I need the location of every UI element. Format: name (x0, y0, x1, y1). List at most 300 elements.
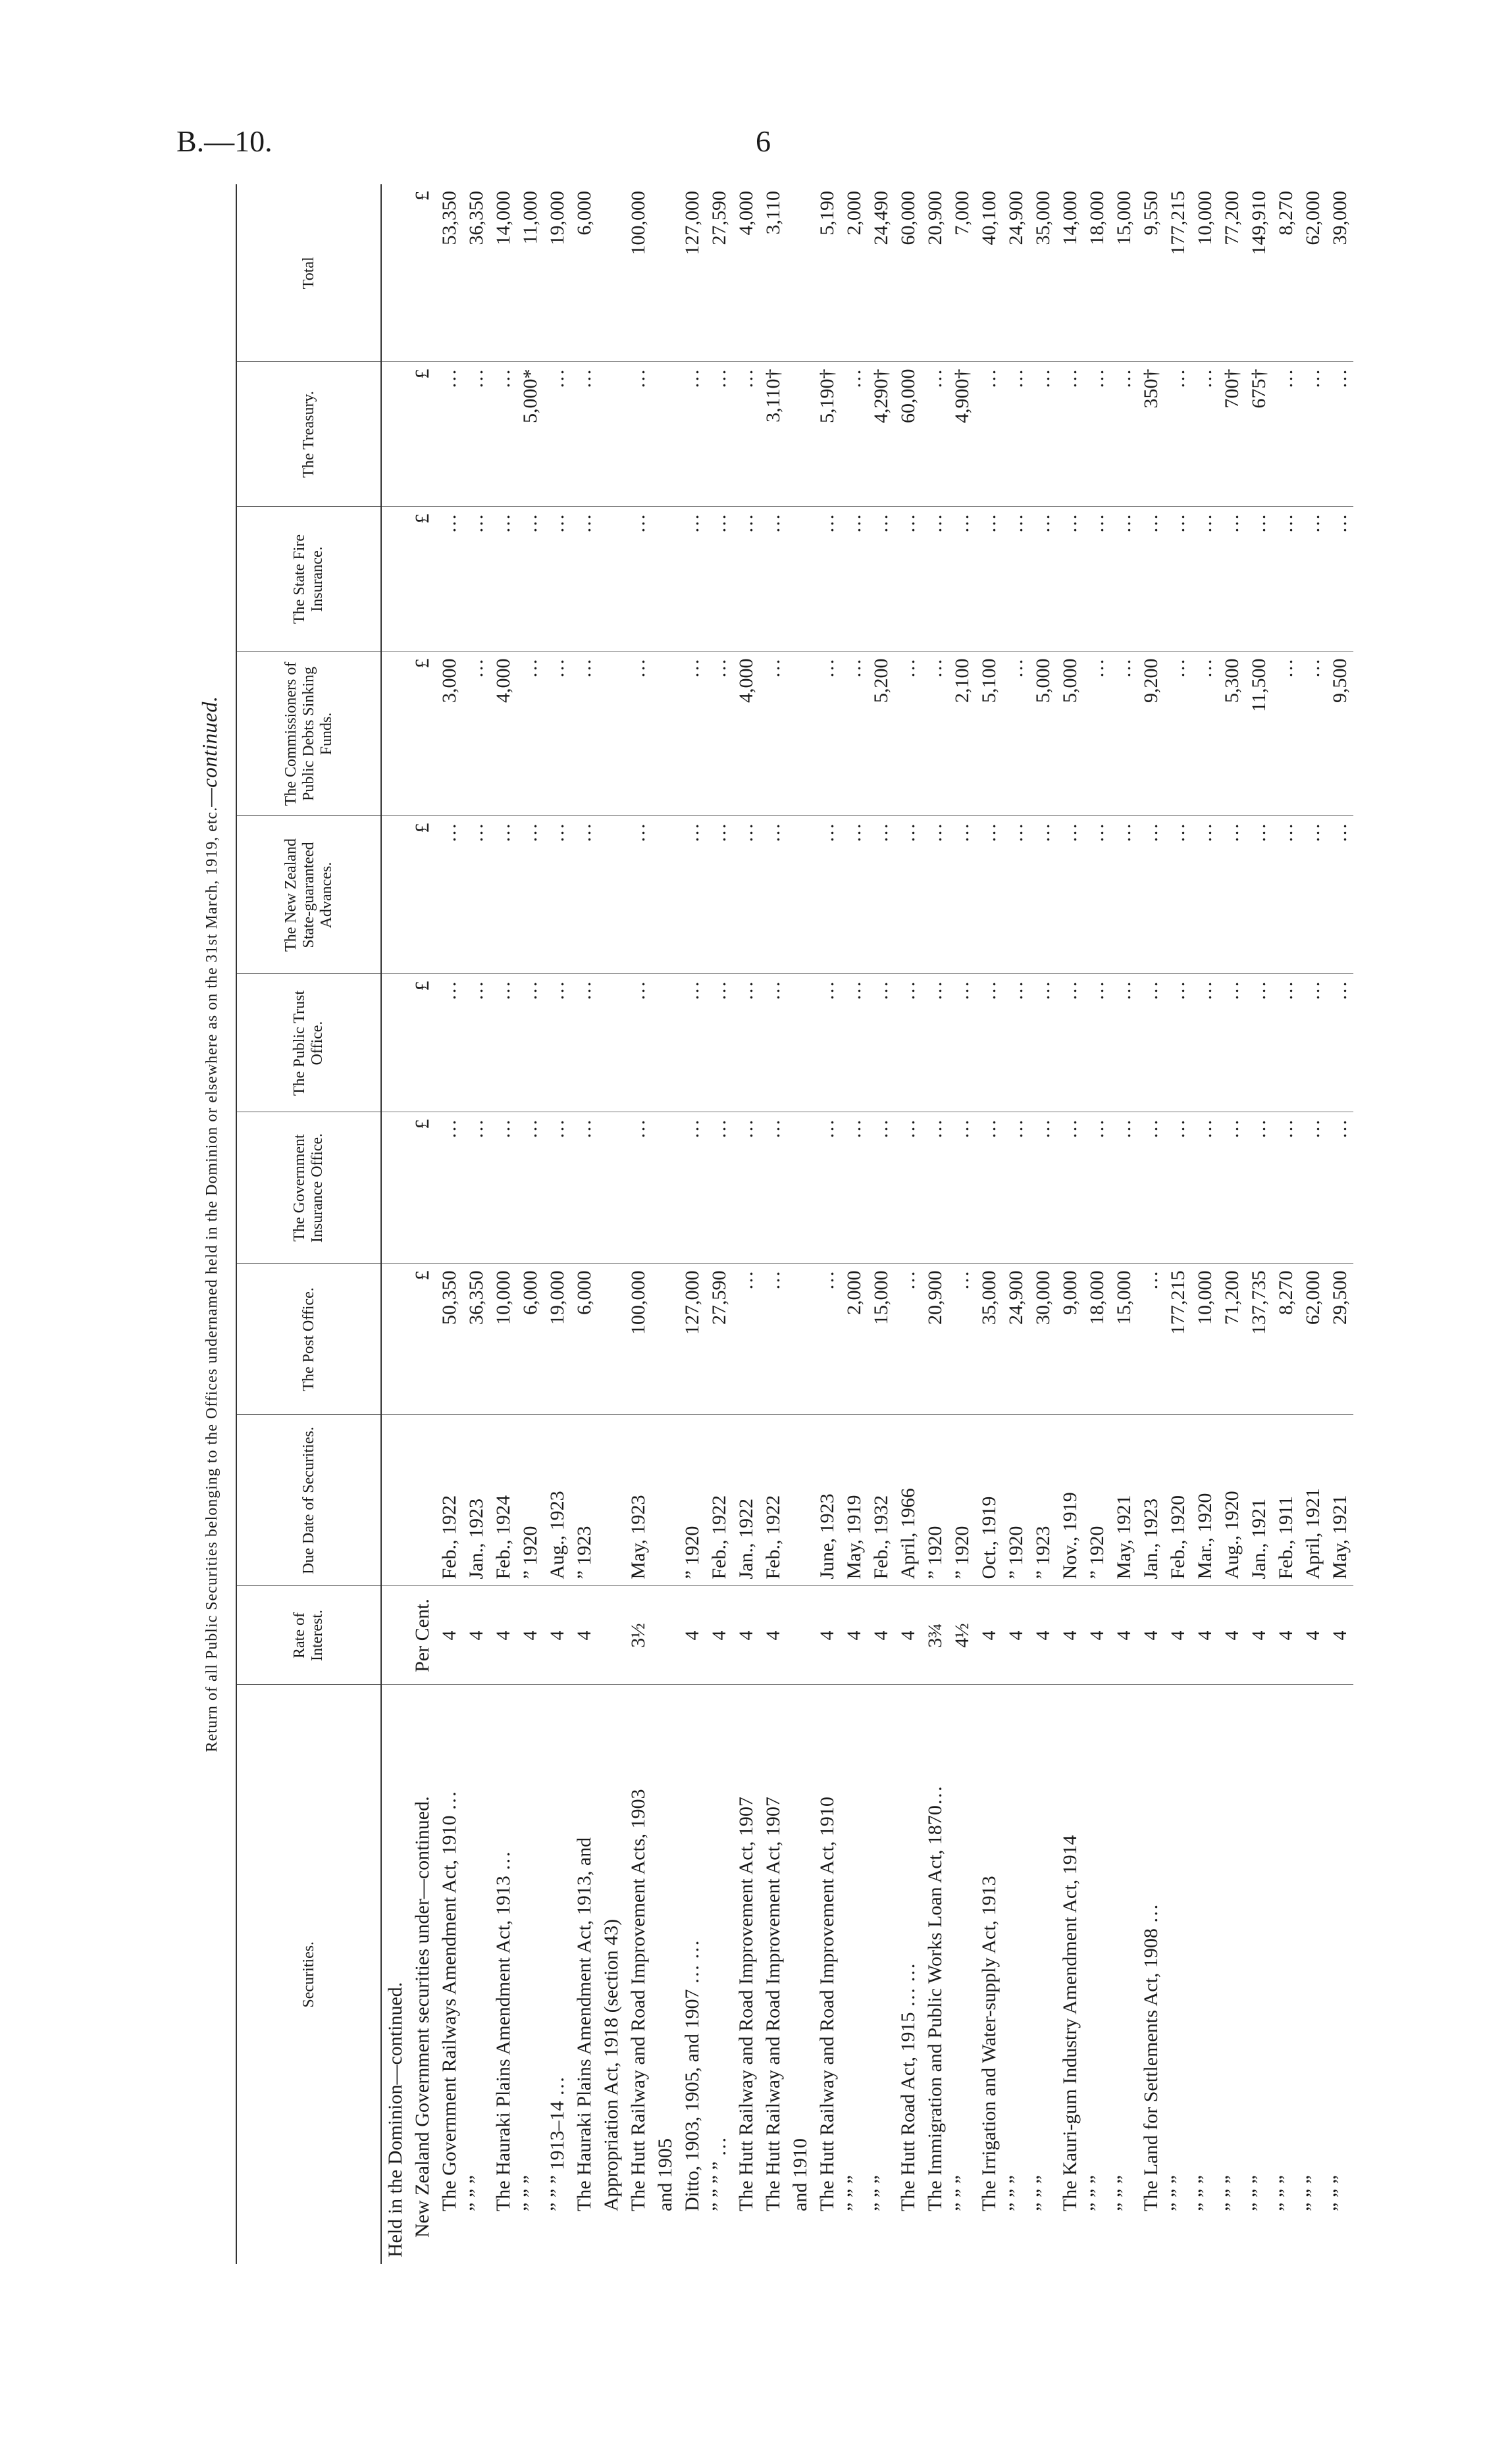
state-guaranteed-cell: … (1272, 816, 1299, 974)
sinking-funds-cell: 3,000 (436, 652, 463, 816)
post-office-cell: 100,000 (625, 1264, 652, 1415)
govt-insurance-cell: £ (409, 1112, 436, 1264)
table-row (1164, 184, 1191, 2264)
post-office-cell: 20,900 (922, 1264, 949, 1415)
total-cell: 5,190 (814, 184, 841, 362)
table-row (922, 184, 949, 2264)
col-state-guaranteed: The New Zealand State-guaranteed Advances. (236, 816, 381, 974)
treasury-cell: … (544, 362, 571, 507)
total-cell: 27,590 (706, 184, 733, 362)
total-cell: 19,000 (544, 184, 571, 362)
sinking-funds-cell: … (1299, 652, 1326, 816)
treasury-cell: £ (409, 362, 436, 507)
public-trust-cell: … (1164, 974, 1191, 1112)
post-office-cell: 177,215 (1164, 1264, 1191, 1415)
due-date-cell: Jan., 1922 (733, 1415, 760, 1586)
total-cell: 4,000 (733, 184, 760, 362)
public-trust-cell (381, 974, 409, 1112)
state-guaranteed-cell: … (625, 816, 652, 974)
sinking-funds-cell: 4,000 (733, 652, 760, 816)
sinking-funds-cell (381, 652, 409, 816)
table-row (490, 184, 517, 2264)
state-guaranteed-cell: … (679, 816, 706, 974)
total-cell: 2,000 (841, 184, 868, 362)
due-date-cell: May, 1921 (1110, 1415, 1137, 1586)
state-fire-cell (787, 507, 814, 652)
total-cell: 11,000 (517, 184, 544, 362)
rate-cell: 4 (1083, 1586, 1110, 1685)
state-fire-cell: … (868, 507, 895, 652)
state-fire-cell: … (1326, 507, 1353, 652)
govt-insurance-cell: … (1191, 1112, 1218, 1264)
due-date-cell: Oct., 1919 (976, 1415, 1003, 1586)
sinking-funds-cell: … (814, 652, 841, 816)
rate-cell: 4 (868, 1586, 895, 1685)
table-row (679, 184, 706, 2264)
public-trust-cell: … (544, 974, 571, 1112)
rate-cell: 4 (1137, 1586, 1164, 1685)
govt-insurance-cell: … (1245, 1112, 1272, 1264)
public-trust-cell: … (436, 974, 463, 1112)
table-row (1299, 184, 1326, 2264)
treasury-cell: 60,000 (895, 362, 922, 507)
due-date-cell (598, 1415, 625, 1586)
sinking-funds-cell: … (1164, 652, 1191, 816)
treasury-cell: … (436, 362, 463, 507)
due-date-cell: Feb., 1922 (706, 1415, 733, 1586)
state-fire-cell: … (490, 507, 517, 652)
total-cell: 53,350 (436, 184, 463, 362)
sinking-funds-cell: … (1083, 652, 1110, 816)
govt-insurance-cell: … (922, 1112, 949, 1264)
state-guaranteed-cell: … (1191, 816, 1218, 974)
rate-cell: 4 (1029, 1586, 1056, 1685)
public-trust-cell: … (1110, 974, 1137, 1112)
govt-insurance-cell: … (571, 1112, 598, 1264)
state-fire-cell: … (1110, 507, 1137, 652)
public-trust-cell: … (895, 974, 922, 1112)
due-date-cell: ” 1923 (1029, 1415, 1056, 1586)
post-office-cell: 8,270 (1272, 1264, 1299, 1415)
state-guaranteed-cell: … (1110, 816, 1137, 974)
rate-cell: 4 (1110, 1586, 1137, 1685)
treasury-cell: … (1029, 362, 1056, 507)
due-date-cell: June, 1923 (814, 1415, 841, 1586)
table-row (1218, 184, 1245, 2264)
due-date-cell: Jan., 1921 (1245, 1415, 1272, 1586)
state-guaranteed-cell: … (436, 816, 463, 974)
sinking-funds-cell: … (1191, 652, 1218, 816)
rate-cell: 3¾ (922, 1586, 949, 1685)
treasury-cell: … (706, 362, 733, 507)
govt-insurance-cell: … (949, 1112, 976, 1264)
due-date-cell: Aug., 1923 (544, 1415, 571, 1586)
state-guaranteed-cell: … (463, 816, 490, 974)
govt-insurance-cell: … (841, 1112, 868, 1264)
securities-cell: The Hauraki Plains Amendment Act, 1913, and (573, 1837, 595, 2211)
total-cell: 14,000 (1056, 184, 1083, 362)
securities-cell: ” ” ” ” … (708, 2136, 730, 2211)
public-trust-cell: … (706, 974, 733, 1112)
header-row (236, 184, 381, 2264)
treasury-cell: … (1272, 362, 1299, 507)
govt-insurance-cell: … (679, 1112, 706, 1264)
public-trust-cell: … (1245, 974, 1272, 1112)
treasury-cell: 4,900† (949, 362, 976, 507)
total-cell: 15,000 (1110, 184, 1137, 362)
total-cell: 7,000 (949, 184, 976, 362)
state-guaranteed-cell: … (1218, 816, 1245, 974)
state-fire-cell: … (733, 507, 760, 652)
total-cell: 6,000 (571, 184, 598, 362)
state-guaranteed-cell: … (841, 816, 868, 974)
public-trust-cell: … (922, 974, 949, 1112)
public-trust-cell: … (733, 974, 760, 1112)
govt-insurance-cell: … (1218, 1112, 1245, 1264)
treasury-cell: … (922, 362, 949, 507)
state-fire-cell (598, 507, 625, 652)
public-trust-cell (652, 974, 679, 1112)
public-trust-cell: … (1083, 974, 1110, 1112)
sinking-funds-cell: £ (409, 652, 436, 816)
treasury-cell: … (490, 362, 517, 507)
due-date-cell: Feb., 1920 (1164, 1415, 1191, 1586)
state-fire-cell: … (1245, 507, 1272, 652)
table-row (1326, 184, 1353, 2264)
govt-insurance-cell (598, 1112, 625, 1264)
public-trust-cell: … (463, 974, 490, 1112)
col-public-trust: The Public Trust Office. (236, 974, 381, 1112)
post-office-cell (381, 1264, 409, 1415)
post-office-cell: 24,900 (1003, 1264, 1029, 1415)
state-fire-cell: … (706, 507, 733, 652)
treasury-cell: … (1191, 362, 1218, 507)
public-trust-cell: … (679, 974, 706, 1112)
securities-cell: The Hutt Road Act, 1915 … … (897, 1963, 919, 2211)
total-cell: 35,000 (1029, 184, 1056, 362)
treasury-cell: … (679, 362, 706, 507)
post-office-cell: … (814, 1264, 841, 1415)
govt-insurance-cell: … (1029, 1112, 1056, 1264)
table-row (598, 184, 625, 2264)
table-row (868, 184, 895, 2264)
securities-cell: ” ” ” 1913–14 … (546, 2076, 568, 2211)
rate-cell: 4 (490, 1586, 517, 1685)
table-row (976, 184, 1003, 2264)
treasury-cell: … (463, 362, 490, 507)
state-guaranteed-cell: … (814, 816, 841, 974)
state-guaranteed-cell: … (760, 816, 787, 974)
total-cell: 14,000 (490, 184, 517, 362)
securities-cell: ” ” ” (1221, 2175, 1243, 2211)
state-fire-cell: … (1299, 507, 1326, 652)
state-fire-cell: … (1029, 507, 1056, 652)
sinking-funds-cell: … (1110, 652, 1137, 816)
sinking-funds-cell: … (1272, 652, 1299, 816)
public-trust-cell: … (571, 974, 598, 1112)
table-row (1272, 184, 1299, 2264)
treasury-cell (652, 362, 679, 507)
securities-cell: The Immigration and Public Works Loan Act, 1870… (924, 1785, 946, 2211)
securities-cell: and 1905 (654, 2138, 676, 2211)
securities-cell: ” ” ” (843, 2175, 865, 2211)
state-fire-cell: … (976, 507, 1003, 652)
rate-cell (787, 1586, 814, 1685)
sinking-funds-cell: … (463, 652, 490, 816)
public-trust-cell: … (517, 974, 544, 1112)
securities-cell: New Zealand Government securities under—continued. (411, 1796, 433, 2238)
treasury-cell: 700† (1218, 362, 1245, 507)
treasury-cell: … (1299, 362, 1326, 507)
state-guaranteed-cell: … (544, 816, 571, 974)
state-guaranteed-cell: … (1137, 816, 1164, 974)
post-office-cell: … (949, 1264, 976, 1415)
sinking-funds-cell: … (517, 652, 544, 816)
post-office-cell: 6,000 (571, 1264, 598, 1415)
post-office-cell: 30,000 (1029, 1264, 1056, 1415)
col-treasury: The Treasury. (236, 362, 381, 507)
state-guaranteed-cell: … (490, 816, 517, 974)
govt-insurance-cell: … (868, 1112, 895, 1264)
post-office-cell (652, 1264, 679, 1415)
post-office-cell: 19,000 (544, 1264, 571, 1415)
sinking-funds-cell: … (841, 652, 868, 816)
sinking-funds-cell: 5,000 (1029, 652, 1056, 816)
treasury-cell: … (625, 362, 652, 507)
rate-cell: 4 (436, 1586, 463, 1685)
due-date-cell (381, 1415, 409, 1586)
sinking-funds-cell: … (1003, 652, 1029, 816)
post-office-cell: 27,590 (706, 1264, 733, 1415)
due-date-cell: Mar., 1920 (1191, 1415, 1218, 1586)
public-trust-cell: … (1029, 974, 1056, 1112)
treasury-cell: 350† (1137, 362, 1164, 507)
govt-insurance-cell: … (1326, 1112, 1353, 1264)
table-row (841, 184, 868, 2264)
securities-cell: ” ” ” (1032, 2175, 1054, 2211)
total-cell: 60,000 (895, 184, 922, 362)
securities-cell: ” ” ” (1275, 2175, 1297, 2211)
treasury-cell: … (841, 362, 868, 507)
rate-cell: 4½ (949, 1586, 976, 1685)
sinking-funds-cell: 5,100 (976, 652, 1003, 816)
public-trust-cell: … (1326, 974, 1353, 1112)
title-lead: Return of all Public Securities belonging to the Offices undernamed held in the Dominion or elsewhere as on the 31st March, 1919, etc. (203, 806, 221, 1753)
sinking-funds-cell: … (679, 652, 706, 816)
total-cell: 40,100 (976, 184, 1003, 362)
rate-cell: 4 (1272, 1586, 1299, 1685)
securities-cell: ” ” ” (1113, 2175, 1135, 2211)
state-guaranteed-cell: … (1299, 816, 1326, 974)
public-trust-cell (598, 974, 625, 1112)
due-date-cell: April, 1921 (1299, 1415, 1326, 1586)
state-fire-cell: … (1083, 507, 1110, 652)
due-date-cell: May, 1921 (1326, 1415, 1353, 1586)
rate-cell: 4 (1299, 1586, 1326, 1685)
sinking-funds-cell: 11,500 (1245, 652, 1272, 816)
govt-insurance-cell: … (733, 1112, 760, 1264)
due-date-cell: Feb., 1922 (436, 1415, 463, 1586)
table-row (625, 184, 652, 2264)
govt-insurance-cell: … (544, 1112, 571, 1264)
post-office-cell: £ (409, 1264, 436, 1415)
state-guaranteed-cell: … (1056, 816, 1083, 974)
due-date-cell (409, 1415, 436, 1586)
total-cell (598, 184, 625, 362)
post-office-cell: 18,000 (1083, 1264, 1110, 1415)
state-fire-cell: … (1056, 507, 1083, 652)
state-guaranteed-cell: … (706, 816, 733, 974)
state-guaranteed-cell: … (1003, 816, 1029, 974)
securities-cell: ” ” ” (1086, 2175, 1108, 2211)
table-row (1056, 184, 1083, 2264)
rate-cell: 4 (733, 1586, 760, 1685)
sinking-funds-cell: 9,500 (1326, 652, 1353, 816)
table-row (544, 184, 571, 2264)
sinking-funds-cell: … (571, 652, 598, 816)
due-date-cell: Feb., 1924 (490, 1415, 517, 1586)
securities-cell: Appropriation Act, 1918 (section 43) (600, 1918, 622, 2211)
treasury-cell: … (1056, 362, 1083, 507)
col-state-fire: The State Fire Insurance. (236, 507, 381, 652)
govt-insurance-cell: … (1110, 1112, 1137, 1264)
public-trust-cell: … (949, 974, 976, 1112)
public-trust-cell: … (1003, 974, 1029, 1112)
due-date-cell (652, 1415, 679, 1586)
rate-cell (652, 1586, 679, 1685)
table-row (733, 184, 760, 2264)
securities-cell: ” ” ” (1194, 2175, 1216, 2211)
state-fire-cell: … (1003, 507, 1029, 652)
table-row (895, 184, 922, 2264)
col-government-insurance: The Government Insurance Office. (236, 1112, 381, 1264)
govt-insurance-cell: … (814, 1112, 841, 1264)
sinking-funds-cell: 5,200 (868, 652, 895, 816)
post-office-cell: … (1137, 1264, 1164, 1415)
rate-cell: 4 (1191, 1586, 1218, 1685)
treasury-cell: 675† (1245, 362, 1272, 507)
treasury-cell: … (1326, 362, 1353, 507)
treasury-cell: … (1003, 362, 1029, 507)
post-office-cell: 50,350 (436, 1264, 463, 1415)
govt-insurance-cell: … (1164, 1112, 1191, 1264)
treasury-cell: … (976, 362, 1003, 507)
sinking-funds-cell: … (625, 652, 652, 816)
state-guaranteed-cell: … (922, 816, 949, 974)
table-row (949, 184, 976, 2264)
post-office-cell (598, 1264, 625, 1415)
state-guaranteed-cell: … (895, 816, 922, 974)
total-cell: 77,200 (1218, 184, 1245, 362)
table-row (1191, 184, 1218, 2264)
securities-cell: and 1910 (789, 2138, 811, 2211)
state-guaranteed-cell: … (571, 816, 598, 974)
due-date-cell: ” 1920 (679, 1415, 706, 1586)
rate-cell: 4 (463, 1586, 490, 1685)
state-fire-cell: … (1272, 507, 1299, 652)
total-cell (381, 184, 409, 362)
public-trust-cell: … (814, 974, 841, 1112)
due-date-cell: Aug., 1920 (1218, 1415, 1245, 1586)
total-cell: 24,900 (1003, 184, 1029, 362)
page-ref: B.—10. (176, 124, 273, 158)
securities-cell: ” ” ” (1167, 2175, 1189, 2211)
post-office-cell: 36,350 (463, 1264, 490, 1415)
treasury-cell: 5,190† (814, 362, 841, 507)
govt-insurance-cell: … (1056, 1112, 1083, 1264)
post-office-cell (787, 1264, 814, 1415)
due-date-cell: ” 1920 (1003, 1415, 1029, 1586)
state-guaranteed-cell: … (733, 816, 760, 974)
state-fire-cell: … (1191, 507, 1218, 652)
table-row (409, 184, 436, 2264)
due-date-cell: April, 1966 (895, 1415, 922, 1586)
sinking-funds-cell (787, 652, 814, 816)
rate-cell: 4 (571, 1586, 598, 1685)
post-office-cell: 35,000 (976, 1264, 1003, 1415)
table-row (517, 184, 544, 2264)
table-row (1083, 184, 1110, 2264)
state-guaranteed-cell: … (1326, 816, 1353, 974)
post-office-cell: 29,500 (1326, 1264, 1353, 1415)
table-row (787, 184, 814, 2264)
state-fire-cell: … (679, 507, 706, 652)
table-title (197, 184, 222, 2264)
col-sinking-funds: The Commissioners of Public Debts Sinking Funds. (236, 652, 381, 816)
securities-cell: The Hutt Railway and Road Improvement Acts, 1903 (627, 1789, 649, 2211)
public-trust-cell: … (760, 974, 787, 1112)
rate-cell: 4 (814, 1586, 841, 1685)
rate-cell: 4 (1326, 1586, 1353, 1685)
public-trust-cell: … (868, 974, 895, 1112)
post-office-cell: 15,000 (1110, 1264, 1137, 1415)
total-cell: 127,000 (679, 184, 706, 362)
rate-cell: 4 (1245, 1586, 1272, 1685)
total-cell: £ (409, 184, 436, 362)
securities-cell: ” ” ” (1248, 2175, 1270, 2211)
treasury-cell: … (1083, 362, 1110, 507)
post-office-cell: 127,000 (679, 1264, 706, 1415)
total-cell: 177,215 (1164, 184, 1191, 362)
public-trust-cell: … (1272, 974, 1299, 1112)
treasury-cell: … (1110, 362, 1137, 507)
total-cell: 9,550 (1137, 184, 1164, 362)
rate-cell (598, 1586, 625, 1685)
govt-insurance-cell (652, 1112, 679, 1264)
state-fire-cell (381, 507, 409, 652)
securities-cell: The Land for Settlements Act, 1908 … (1140, 1903, 1162, 2211)
rate-cell: 4 (706, 1586, 733, 1685)
sinking-funds-cell: 5,000 (1056, 652, 1083, 816)
securities-cell: Ditto, 1903, 1905, and 1907 … … (681, 1939, 703, 2211)
total-cell (652, 184, 679, 362)
securities-cell: The Hutt Railway and Road Improvement Act, 1907 (735, 1797, 757, 2211)
state-fire-cell: … (814, 507, 841, 652)
state-guaranteed-cell (787, 816, 814, 974)
due-date-cell: ” 1923 (571, 1415, 598, 1586)
rate-cell: 4 (1003, 1586, 1029, 1685)
securities-table (236, 184, 1353, 2264)
rate-cell: 4 (1218, 1586, 1245, 1685)
total-cell (787, 184, 814, 362)
state-guaranteed-cell: … (1164, 816, 1191, 974)
due-date-cell: Feb., 1911 (1272, 1415, 1299, 1586)
sinking-funds-cell: … (706, 652, 733, 816)
total-cell: 3,110 (760, 184, 787, 362)
securities-cell: The Irrigation and Water-supply Act, 1913 (978, 1876, 1000, 2211)
govt-insurance-cell: … (895, 1112, 922, 1264)
due-date-cell: ” 1920 (1083, 1415, 1110, 1586)
